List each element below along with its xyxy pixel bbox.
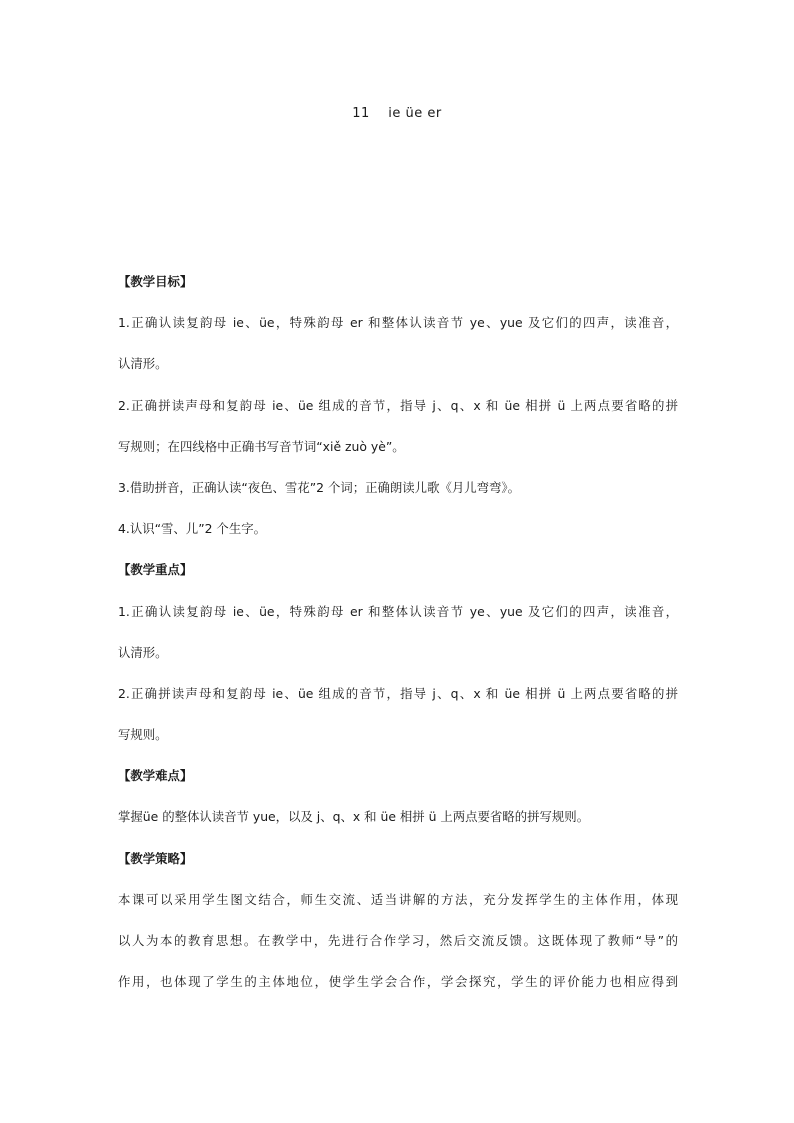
paragraph-line: 以人为本的教育思想。在教学中，先进行合作学习，然后交流反馈。这既体现了教师“导”的 bbox=[118, 933, 678, 948]
section-heading-strategy: 【教学策略】 bbox=[118, 850, 193, 866]
section-heading-key-points: 【教学重点】 bbox=[118, 562, 193, 578]
paragraph-line: 认清形。 bbox=[118, 644, 168, 660]
paragraph-line: 4.认识“雪、儿”2 个生字。 bbox=[118, 521, 266, 537]
paragraph-line: 作用，也体现了学生的主体地位，使学生学会合作，学会探究，学生的评价能力也相应得到 bbox=[118, 974, 678, 990]
paragraph-line: 1.正确认读复韵母 ie、üe，特殊韵母 er 和整体认读音节 ye、yue 及它们的四声，读准音， bbox=[118, 603, 678, 619]
paragraph-line: 认清形。 bbox=[118, 356, 168, 372]
paragraph-line: 本课可以采用学生图文结合，师生交流、适当讲解的方法，充分发挥学生的主体作用，体现 bbox=[118, 891, 678, 907]
paragraph-line: 掌握üe 的整体认读音节 yue，以及 j、q、x 和 üe 相拼 ü 上两点要省略的拼写规则。 bbox=[118, 809, 590, 825]
page-title: 11 ie üe er bbox=[352, 106, 442, 121]
paragraph-line: 1.正确认读复韵母 ie、üe，特殊韵母 er 和整体认读音节 ye、yue 及它们的四声，读准音， bbox=[118, 315, 678, 331]
paragraph-line: 写规则；在四线格中正确书写音节词“xiě zuò yè”。 bbox=[118, 438, 405, 454]
section-heading-objectives: 【教学目标】 bbox=[118, 274, 193, 289]
section-heading-difficulties: 【教学难点】 bbox=[118, 768, 193, 784]
paragraph-line: 3.借助拼音，正确认读“夜色、雪花”2 个词；正确朗读儿歌《月儿弯弯》。 bbox=[118, 479, 521, 495]
paragraph-line: 写规则。 bbox=[118, 727, 168, 743]
paragraph-line: 2.正确拼读声母和复韵母 ie、üe 组成的音节，指导 j、q、x 和 üe 相拼 ü 上两点要省略的拼 bbox=[118, 685, 678, 701]
paragraph-line: 2.正确拼读声母和复韵母 ie、üe 组成的音节，指导 j、q、x 和 üe 相拼 ü 上两点要省略的拼 bbox=[118, 397, 678, 413]
document-body bbox=[118, 272, 678, 1013]
